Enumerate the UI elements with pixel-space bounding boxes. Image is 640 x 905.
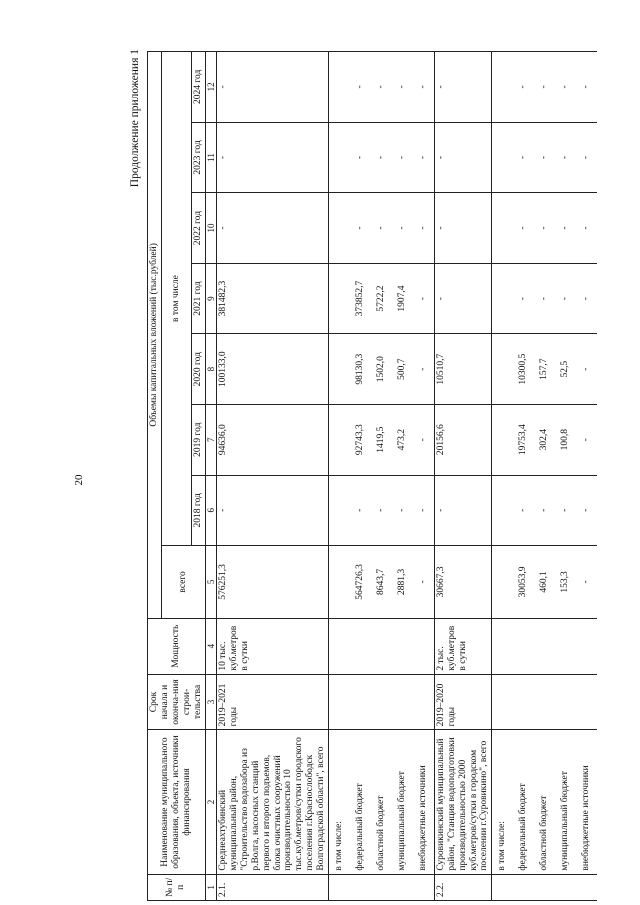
- value-cell: -: [576, 546, 597, 619]
- value-cell: -: [576, 263, 597, 334]
- col-number: 6: [205, 475, 216, 546]
- value-cell: 10300,5: [513, 334, 534, 405]
- value-cell: -: [534, 475, 555, 546]
- col-number: 8: [205, 334, 216, 405]
- funding-source: внебюджетные источники: [413, 730, 434, 874]
- row-index: 2.1.: [216, 874, 328, 900]
- table-row: [329, 52, 350, 901]
- empty-cell: [413, 618, 434, 674]
- value-cell: -: [216, 475, 328, 546]
- header-name: Наименование муниципального образования, объекта, источники финансирования: [148, 730, 206, 874]
- value-cell: 1419,5: [371, 404, 392, 475]
- empty-cell: [329, 334, 350, 405]
- value-cell: 8643,7: [371, 546, 392, 619]
- object-name: Среднеахтубинский муниципальный район, "Строительство водозабора из р.Волга, насосных станций первого и второго подъемов, блока очистных сооружений производительностью 10 тыс.куб.метров/сутки городского поселения г.Краснослободск Волгоградской области", всего: [216, 730, 328, 874]
- funding-source: муниципальный бюджет: [392, 730, 413, 874]
- empty-cell: [492, 618, 513, 674]
- value-cell: -: [413, 334, 434, 405]
- value-cell: -: [216, 122, 328, 193]
- value-cell: -: [434, 122, 492, 193]
- value-cell: -: [392, 122, 413, 193]
- table-row: [350, 52, 371, 901]
- empty-cell: [392, 674, 413, 730]
- empty-cell: [492, 475, 513, 546]
- empty-cell: [329, 874, 350, 900]
- table-row: [492, 52, 513, 901]
- table-row: [413, 52, 434, 901]
- header-year: 2020 год: [191, 334, 205, 405]
- value-cell: 94636,0: [216, 404, 328, 475]
- table-row: [216, 52, 328, 901]
- value-cell: 500,7: [392, 334, 413, 405]
- object-name: Суровикинский муниципальный район, "Станция водоподготовки производительностью 2000 куб.метров/сутки в городском поселении г.Суровикино", всего: [434, 730, 492, 874]
- empty-cell: [534, 874, 555, 900]
- value-cell: -: [534, 52, 555, 123]
- value-cell: -: [434, 52, 492, 123]
- col-number: 5: [205, 546, 216, 619]
- value-cell: -: [576, 334, 597, 405]
- value-cell: -: [534, 263, 555, 334]
- empty-cell: [492, 404, 513, 475]
- col-number: 11: [205, 122, 216, 193]
- value-cell: -: [576, 475, 597, 546]
- value-cell: -: [392, 52, 413, 123]
- col-number: 9: [205, 263, 216, 334]
- empty-cell: [492, 263, 513, 334]
- empty-cell: [350, 618, 371, 674]
- header-idx: № п/п: [148, 874, 206, 900]
- empty-cell: [576, 674, 597, 730]
- empty-cell: [513, 874, 534, 900]
- empty-cell: [413, 874, 434, 900]
- value-cell: -: [513, 263, 534, 334]
- value-cell: 19753,4: [513, 404, 534, 475]
- value-cell: -: [350, 52, 371, 123]
- value-cell: -: [371, 193, 392, 264]
- value-cell: 157,7: [534, 334, 555, 405]
- table-row: [534, 52, 555, 901]
- empty-cell: [513, 618, 534, 674]
- empty-cell: [371, 874, 392, 900]
- value-cell: 564726,3: [350, 546, 371, 619]
- capital-investment-table: [147, 51, 597, 901]
- empty-cell: [513, 674, 534, 730]
- value-cell: -: [371, 475, 392, 546]
- value-cell: -: [513, 122, 534, 193]
- capacity: 10 тыс. куб.метров в сутки: [216, 618, 328, 674]
- funding-source: муниципальный бюджет: [555, 730, 576, 874]
- funding-source: областной бюджет: [371, 730, 392, 874]
- value-cell: 20156,6: [434, 404, 492, 475]
- value-cell: 460,1: [534, 546, 555, 619]
- capacity: 2 тыс. куб.метров в сутки: [434, 618, 492, 674]
- empty-cell: [371, 618, 392, 674]
- empty-cell: [555, 874, 576, 900]
- value-cell: -: [216, 193, 328, 264]
- empty-cell: [576, 874, 597, 900]
- including-label: в том числе:: [492, 730, 513, 874]
- funding-source: внебюджетные источники: [576, 730, 597, 874]
- empty-cell: [392, 874, 413, 900]
- value-cell: -: [534, 122, 555, 193]
- empty-cell: [413, 674, 434, 730]
- header-year: 2021 год: [191, 263, 205, 334]
- value-cell: 302,4: [534, 404, 555, 475]
- col-number: 3: [205, 674, 216, 730]
- empty-cell: [350, 874, 371, 900]
- value-cell: -: [413, 263, 434, 334]
- col-number: 10: [205, 193, 216, 264]
- value-cell: 381482,3: [216, 263, 328, 334]
- value-cell: -: [513, 193, 534, 264]
- value-cell: -: [413, 475, 434, 546]
- value-cell: -: [350, 193, 371, 264]
- value-cell: -: [576, 122, 597, 193]
- value-cell: -: [555, 263, 576, 334]
- value-cell: -: [413, 52, 434, 123]
- empty-cell: [329, 52, 350, 123]
- empty-cell: [492, 546, 513, 619]
- value-cell: -: [371, 52, 392, 123]
- value-cell: -: [413, 193, 434, 264]
- value-cell: -: [434, 475, 492, 546]
- table-row: [513, 52, 534, 901]
- value-cell: -: [413, 122, 434, 193]
- value-cell: 98130,3: [350, 334, 371, 405]
- empty-cell: [492, 874, 513, 900]
- empty-cell: [329, 404, 350, 475]
- table-body: [216, 52, 597, 901]
- header-year: 2024 год: [191, 52, 205, 123]
- value-cell: -: [392, 193, 413, 264]
- header-total: всего: [161, 546, 205, 619]
- value-cell: -: [392, 475, 413, 546]
- value-cell: -: [555, 193, 576, 264]
- value-cell: 92743,3: [350, 404, 371, 475]
- col-number: 4: [205, 618, 216, 674]
- header-year: 2023 год: [191, 122, 205, 193]
- table-row: [371, 52, 392, 901]
- empty-cell: [555, 618, 576, 674]
- construction-term: 2019–2020 годы: [434, 674, 492, 730]
- value-cell: 1907,4: [392, 263, 413, 334]
- table-row: [576, 52, 597, 901]
- value-cell: -: [513, 52, 534, 123]
- col-number: 1: [205, 874, 216, 900]
- header-term: Срок начала и оконча-ния строи-тельства: [148, 674, 206, 730]
- value-cell: -: [371, 122, 392, 193]
- value-cell: 2881,3: [392, 546, 413, 619]
- empty-cell: [329, 618, 350, 674]
- empty-cell: [492, 122, 513, 193]
- value-cell: -: [555, 52, 576, 123]
- empty-cell: [371, 674, 392, 730]
- empty-cell: [492, 334, 513, 405]
- value-cell: 100,8: [555, 404, 576, 475]
- including-label: в том числе:: [329, 730, 350, 874]
- value-cell: 373852,7: [350, 263, 371, 334]
- value-cell: -: [513, 475, 534, 546]
- header-volumes: Объемы капитальных вложений (тыс.рублей): [148, 52, 162, 619]
- caption: Продолжение приложения 1: [129, 49, 141, 188]
- empty-cell: [492, 674, 513, 730]
- empty-cell: [329, 546, 350, 619]
- empty-cell: [329, 263, 350, 334]
- value-cell: 10510,7: [434, 334, 492, 405]
- value-cell: -: [576, 193, 597, 264]
- value-cell: 1502,0: [371, 334, 392, 405]
- table-row: [555, 52, 576, 901]
- empty-cell: [329, 475, 350, 546]
- value-cell: -: [350, 475, 371, 546]
- value-cell: -: [534, 193, 555, 264]
- header-year: 2019 год: [191, 404, 205, 475]
- funding-source: областной бюджет: [534, 730, 555, 874]
- value-cell: 473,2: [392, 404, 413, 475]
- value-cell: -: [576, 404, 597, 475]
- value-cell: 30053,9: [513, 546, 534, 619]
- page-number: 20: [73, 474, 85, 486]
- value-cell: -: [576, 52, 597, 123]
- value-cell: 5722,2: [371, 263, 392, 334]
- empty-cell: [492, 193, 513, 264]
- empty-cell: [350, 674, 371, 730]
- empty-cell: [329, 122, 350, 193]
- empty-cell: [576, 618, 597, 674]
- empty-cell: [329, 674, 350, 730]
- empty-cell: [534, 674, 555, 730]
- value-cell: 52,5: [555, 334, 576, 405]
- header-incl: в том числе: [161, 52, 191, 546]
- empty-cell: [392, 618, 413, 674]
- empty-cell: [534, 618, 555, 674]
- row-index: 2.2.: [434, 874, 492, 900]
- value-cell: -: [555, 475, 576, 546]
- empty-cell: [492, 52, 513, 123]
- col-number: 12: [205, 52, 216, 123]
- empty-cell: [555, 674, 576, 730]
- value-cell: 153,3: [555, 546, 576, 619]
- value-cell: -: [216, 52, 328, 123]
- funding-source: федеральный бюджет: [513, 730, 534, 874]
- construction-term: 2019–2021 годы: [216, 674, 328, 730]
- value-cell: -: [555, 122, 576, 193]
- value-cell: -: [434, 263, 492, 334]
- value-cell: -: [413, 546, 434, 619]
- value-cell: 576251,3: [216, 546, 328, 619]
- funding-source: федеральный бюджет: [350, 730, 371, 874]
- rotated-table-area: [131, 45, 626, 905]
- header-year: 2018 год: [191, 475, 205, 546]
- value-cell: -: [350, 122, 371, 193]
- header-year: 2022 год: [191, 193, 205, 264]
- value-cell: 30667,3: [434, 546, 492, 619]
- value-cell: -: [413, 404, 434, 475]
- header-capacity: Мощность: [148, 618, 206, 674]
- table-row: [392, 52, 413, 901]
- table-row: [434, 52, 492, 901]
- value-cell: -: [434, 193, 492, 264]
- col-number: 2: [205, 730, 216, 874]
- empty-cell: [329, 193, 350, 264]
- value-cell: 100133,0: [216, 334, 328, 405]
- col-number: 7: [205, 404, 216, 475]
